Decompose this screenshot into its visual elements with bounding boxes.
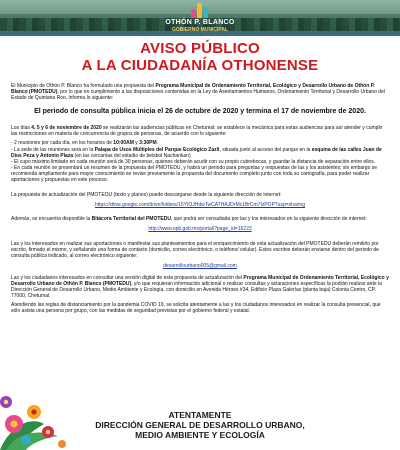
heading-line-1: AVISO PÚBLICO (140, 40, 260, 57)
signature-line-3: MEDIO AMBIENTE Y ECOLOGÍA (135, 430, 265, 440)
notice-body (11, 83, 389, 317)
download-paragraph: La propuesta de actualización del PMOTEOU (texto y planos) puede descargarse desde la siguiente dirección de internet: (11, 192, 282, 199)
covid-paragraph: Atendiendo las reglas de distanciamiento por la pandemia COVID 19, se solicita atentamente a las y los ciudadanos interesados en realizar la consulta presencial, que sólo asista una persona por grupo, con las medidas de seguridad previstas por el gobierno federal y estatal. (11, 302, 381, 315)
rule-item: - El cupo máximo limitado en cada reunión será de 30 personas, quienes deberán acudir con su propio cubrebocas, y guardar la distancia de separación entre ellos. (11, 158, 376, 165)
bitacora-paragraph: Además, se encuentra disponible la Bitácora Territorial del PMOTEDU, que podrá ser consultada por las y los interesados en la siguiente dirección de internet: (11, 216, 367, 223)
signature-line-1: ATENTAMENTE (168, 410, 232, 420)
drive-link[interactable]: https://drive.google.com/drive/folders/15YIOJHdwTwCATHAJDrMc1BrCm7IzPOP?usp=sharing (94, 202, 306, 209)
rule-item: - En cada reunión se presentará un resumen de la propuesta del PMOTEDU, y habrá un periodo para preguntas y respuestas de las y los asistentes; sin embargo se recomienda ampliamente para mayor conocimiento se revise previamente la propuesta del documento completo junto con toda su cartografía, para poder realizar aportaciones y propuestas en este proceso. (11, 164, 378, 184)
municipal-logo (160, 2, 240, 33)
signature-line-2: DIRECCIÓN GENERAL DE DESARROLLO URBANO, (95, 420, 305, 430)
rule-item: - La sede de las reuniones será en la Palapa de Usos Múltiples del Parque Ecológico Zazil, situada junto al acceso del parque en la esquina de las calles Juan de Dios Peza y Antonio Plaza (en las cercanías del estadio de beisbol Nachankan) (11, 146, 382, 159)
rule-item: - 2 reuniones por cada día, en los horarios de 10:00AM y 3:30PM. (11, 140, 159, 147)
notice-heading (0, 40, 400, 74)
logo-icon (190, 2, 210, 18)
logo-title: OTHÓN P. BLANCO (165, 19, 235, 26)
opb-link[interactable]: http://www.opb.gob.mx/portal/?page_id=16223 (148, 226, 252, 233)
consultation-period: El periodo de consulta pública inicia el 26 de octubre de 2020 y termina el 17 de noviembre de 2020. (34, 108, 366, 116)
printed-version-paragraph: Las y los ciudadanos interesados en consultar una versión digital de esta propuesta de actualización del Programa Municipal de Ordenamiento Territorial, Ecológico y Desarrollo Urbano de Othón P. Blanco (PMOTEDU), y/o que requieran información adicional o realizar consultas y aclaraciones específicas la podrán realizar ante la Dirección General de Desarrollo Urbano, Medio Ambiente y Ecología, con domicilio en Avenida Héroes #34, Edificio Plaza Galerías (planta baja) Colonia Centro, CP. 77000, Chetumal. (11, 274, 389, 300)
header-banner (0, 0, 400, 36)
logo-subtitle: GOBIERNO MUNICIPAL (171, 27, 229, 33)
heading-line-2: A LA CIUDADANÍA OTHONENSE (81, 57, 319, 74)
signature-block (0, 410, 400, 440)
intro-paragraph: El Municipio de Othón P. Blanco ha formulado una propuesta del Programa Municipal de Ordenamiento Territorial, Ecológico y Desarrollo Urbano de Othón P. Blanco (PMOTEDU), por lo que en cumplimiento a las disposiciones contenidas en la Ley de Asentamientos Humanos, Ordenamiento Territorial y Desarrollo Urbano del Estado de Quintana Roo, informa lo siguiente: (11, 83, 385, 102)
proposals-paragraph: Las y los interesados en realizar sus aportaciones o manifestar sus planteamientos para el enriquecimiento de esta actualización del PMOTEDU deberán remitirlo por escrito, firmado el mismo, y señalando una forma de contacto (domicilio, correo electrónico, o teléfono/ celular). Estos escritos deberán enviarse dentro del periodo de consulta pública indicado, al correo electrónico siguiente: (11, 240, 379, 259)
hearings-paragraph: Los días 4, 5 y 6 de noviembre de 2020 se realizarán las audiencias públicas en Chetumal; se establece la mecánica para estas audiencias para así atender y cumplir las restricciones en materia de concurrencia de grupos de personas, de acuerdo con lo siguiente: (11, 125, 383, 138)
email-link[interactable]: desarrollourbano005@gmail.com (163, 262, 237, 269)
